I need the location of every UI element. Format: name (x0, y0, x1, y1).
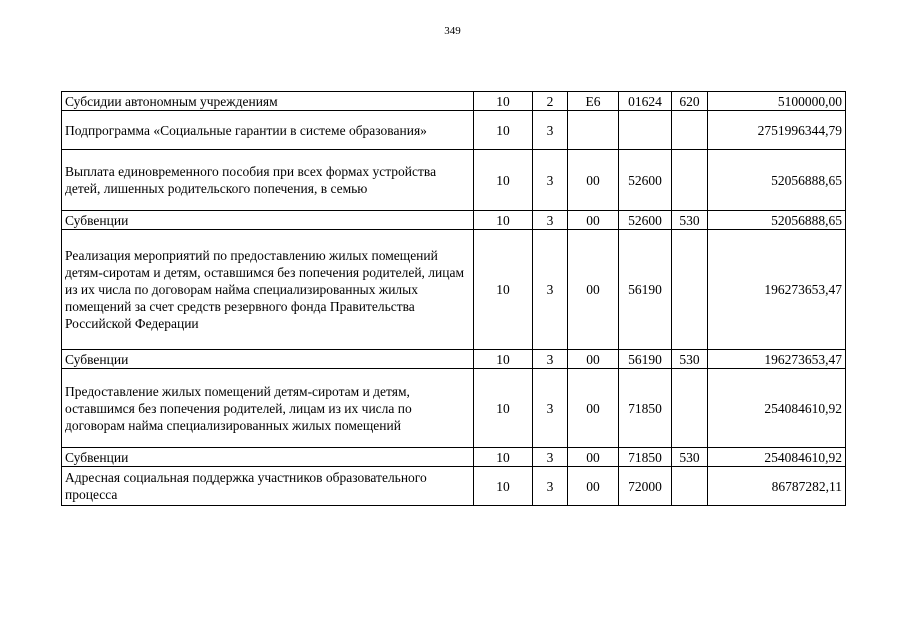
expense-type-cell: 530 (672, 211, 708, 230)
subsection-code-cell: 3 (533, 350, 568, 369)
row-name-cell: Субвенции (62, 211, 474, 230)
expense-type-cell (672, 230, 708, 350)
amount-cell: 254084610,92 (708, 448, 846, 467)
row-name-cell: Субвенции (62, 350, 474, 369)
program-code-cell: 00 (568, 467, 619, 506)
expense-type-cell (672, 369, 708, 448)
target-code-cell: 72000 (619, 467, 672, 506)
program-code-cell (568, 111, 619, 150)
section-code-cell: 10 (474, 467, 533, 506)
expense-type-cell: 530 (672, 350, 708, 369)
program-code-cell: 00 (568, 448, 619, 467)
table-row (62, 150, 846, 211)
section-code-cell: 10 (474, 92, 533, 111)
table-row (62, 230, 846, 350)
table-row (62, 448, 846, 467)
section-code-cell: 10 (474, 369, 533, 448)
subsection-code-cell: 3 (533, 369, 568, 448)
section-code-cell: 10 (474, 448, 533, 467)
program-code-cell: 00 (568, 150, 619, 211)
budget-table (61, 91, 846, 506)
target-code-cell (619, 111, 672, 150)
row-name-cell: Субсидии автономным учреждениям (62, 92, 474, 111)
expense-type-cell: 530 (672, 448, 708, 467)
table-row (62, 111, 846, 150)
section-code-cell: 10 (474, 350, 533, 369)
program-code-cell: 00 (568, 211, 619, 230)
amount-cell: 52056888,65 (708, 211, 846, 230)
program-code-cell: 00 (568, 230, 619, 350)
section-code-cell: 10 (474, 111, 533, 150)
page-number: 349 (444, 25, 461, 37)
subsection-code-cell: 3 (533, 448, 568, 467)
subsection-code-cell: 3 (533, 467, 568, 506)
subsection-code-cell: 3 (533, 230, 568, 350)
section-code-cell: 10 (474, 150, 533, 211)
row-name-cell: Реализация мероприятий по предоставлению жилых помещений детям-сиротам и детям, оставшимся без попечения родителей, лицам из их числа по договорам найма специализированных жилых помещений за счет средств резервного фонда Правительства Российской Федерации (62, 230, 474, 350)
target-code-cell: 56190 (619, 230, 672, 350)
expense-type-cell (672, 467, 708, 506)
subsection-code-cell: 3 (533, 111, 568, 150)
target-code-cell: 71850 (619, 448, 672, 467)
table-row (62, 92, 846, 111)
row-name-cell: Субвенции (62, 448, 474, 467)
target-code-cell: 56190 (619, 350, 672, 369)
program-code-cell: 00 (568, 369, 619, 448)
amount-cell: 5100000,00 (708, 92, 846, 111)
amount-cell: 52056888,65 (708, 150, 846, 211)
target-code-cell: 52600 (619, 150, 672, 211)
section-code-cell: 10 (474, 230, 533, 350)
row-name-cell: Адресная социальная поддержка участников образовательного процесса (62, 467, 474, 506)
table-row (62, 369, 846, 448)
program-code-cell: Е6 (568, 92, 619, 111)
target-code-cell: 52600 (619, 211, 672, 230)
target-code-cell: 71850 (619, 369, 672, 448)
table-row (62, 467, 846, 506)
amount-cell: 254084610,92 (708, 369, 846, 448)
section-code-cell: 10 (474, 211, 533, 230)
amount-cell: 86787282,11 (708, 467, 846, 506)
row-name-cell: Предоставление жилых помещений детям-сиротам и детям, оставшимся без попечения родителей, лицам из их числа по договорам найма специализированных жилых помещений (62, 369, 474, 448)
table-row (62, 211, 846, 230)
program-code-cell: 00 (568, 350, 619, 369)
amount-cell: 196273653,47 (708, 350, 846, 369)
expense-type-cell (672, 111, 708, 150)
row-name-cell: Выплата единовременного пособия при всех формах устройства детей, лишенных родительского попечения, в семью (62, 150, 474, 211)
amount-cell: 2751996344,79 (708, 111, 846, 150)
target-code-cell: 01624 (619, 92, 672, 111)
row-name-cell: Подпрограмма «Социальные гарантии в системе образования» (62, 111, 474, 150)
subsection-code-cell: 3 (533, 150, 568, 211)
table-row (62, 350, 846, 369)
amount-cell: 196273653,47 (708, 230, 846, 350)
expense-type-cell: 620 (672, 92, 708, 111)
subsection-code-cell: 3 (533, 211, 568, 230)
expense-type-cell (672, 150, 708, 211)
subsection-code-cell: 2 (533, 92, 568, 111)
